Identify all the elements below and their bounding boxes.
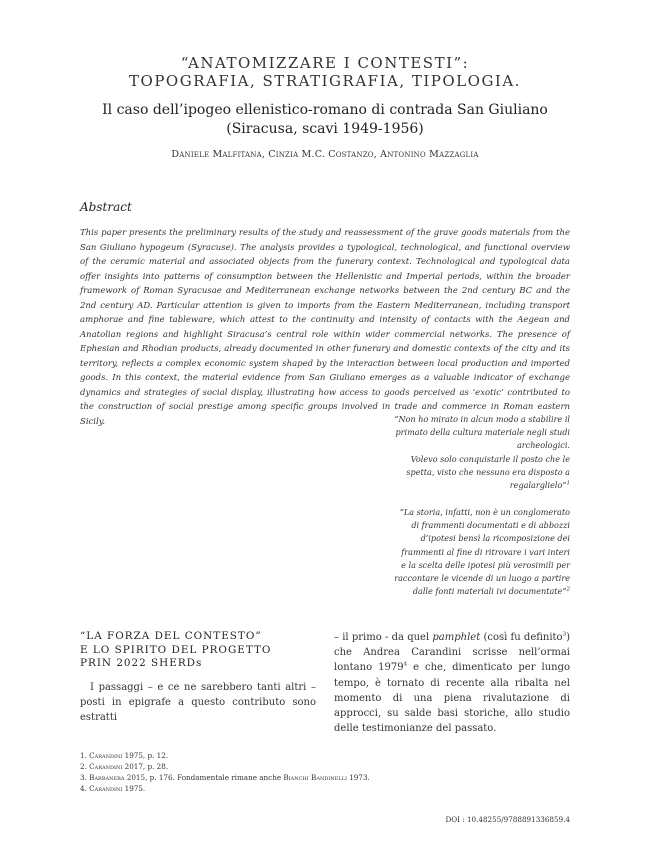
footnote-author: Carandini	[89, 784, 123, 793]
epigraph-line: di frammenti documentati e di abbozzi	[411, 520, 570, 531]
footnote-author: Barbanera	[89, 773, 125, 782]
title-line-2: TOPOGRAFIA, STRATIGRAFIA, TIPOLOGIA.	[129, 72, 521, 90]
footnote-text: 1975, p. 12.	[122, 751, 169, 760]
authors: Daniele Malfitana, Cinzia M.C. Costanzo, Antonino Mazzaglia	[171, 149, 479, 160]
paper-subtitle	[80, 101, 570, 139]
footnote-ref[interactable]: 4	[403, 662, 408, 669]
epigraph-line: raccontare le vicende di un luogo a partire	[394, 573, 570, 584]
epigraph-line: primato della cultura materiale negli studi	[395, 427, 570, 438]
epigraph-line: d’ipotesi bensì la ricomposizione dei	[420, 533, 570, 544]
footnote-number: 2.	[80, 762, 87, 771]
epigraph-line: “Non ho mirato in alcun modo a stabilire il	[394, 414, 570, 424]
epigraph-line: “La storia, infatti, non è un conglomerato	[399, 507, 570, 517]
body-text: e che, dimenticato per lungo tempo, è tornato di recente alla ribalta nel momento di una piena rivalutazione di approcci, su salde basi storiche, allo studio delle testimonianze del passato.	[334, 662, 570, 735]
epigraph-line-text: dalle fonti materiali ivi documentate”	[412, 586, 567, 597]
section-heading	[80, 630, 316, 671]
body-text: – il primo - da quel	[334, 632, 433, 643]
footnote	[80, 772, 570, 783]
doi-label[interactable]: DOI : 10.48255/9788891336859.4	[445, 815, 570, 824]
body-column-left	[80, 630, 316, 725]
footnote-author: Carandini	[89, 751, 123, 760]
footnote	[80, 761, 570, 772]
body-text-italic: pamphlet	[432, 632, 481, 643]
footnote-text: 2015, p. 176. Fondamentale rimane anche	[124, 773, 284, 782]
body-text: ) che Andrea Carandini scrisse nell’ormai lontano 1979	[334, 632, 570, 674]
footnote-ref[interactable]: 1	[566, 480, 570, 487]
footnote-number: 4.	[80, 784, 87, 793]
footnote	[80, 783, 570, 794]
subtitle-line-2: (Siracusa, scavi 1949-1956)	[226, 121, 424, 137]
footnotes	[80, 750, 570, 794]
section-heading-line: “LA FORZA DEL CONTESTO”	[80, 630, 262, 642]
body-text: (così fu definito	[480, 632, 563, 643]
epigraph-line: spetta, visto che nessuno era disposto a	[406, 466, 570, 477]
footnote-ref[interactable]: 2	[566, 586, 570, 593]
footnote-ref[interactable]: 3	[562, 631, 567, 638]
body-paragraph: I passaggi – e ce ne sarebbero tanti altri – posti in epigrafe a questo contributo sono estratti	[80, 681, 316, 723]
abstract-text: This paper presents the preliminary results of the study and reassessment of the grave goods materials from the San Giuliano hypogeum (Syracuse). The analysis provides a typological, technological, and functional overview of the ceramic material and associated objects from the funerary context. Technological and typological data offer insights into patterns of consumption between the Hellenistic and Imperial periods, within the broader framework of Roman Syracusae and Mediterranean exchange networks between the 2nd century BC and the 2nd century AD. Particular attention is given to imports from the Eastern Mediterranean, including transport amphorae and fine tableware, which attest to the continuity and intensity of contacts with the Aegean and Anatolian regions and highlight Siracusa’s central role within wider commercial networks. The presence of Ephesian and Rhodian products, already documented in other funerary and domestic contexts of the city and its territory, reflects a complex economic system shaped by the interaction between local production and imported goods. In this context, the material evidence from San Giuliano emerges as a valuable indicator of exchange dynamics and strategies of social display, illustrating how access to goods perceived as ‘exotic’ contributed to the construction of social prestige among specific groups involved in trade and commerce in Roman eastern Sicily.	[80, 228, 570, 427]
subtitle-line-1: Il caso dell’ipogeo ellenistico-romano di contrada San Giuliano	[102, 102, 548, 118]
footnote-text: 1973.	[346, 773, 370, 782]
epigraph-1	[350, 413, 570, 492]
paper-title	[80, 54, 570, 90]
title-line-1: “ANATOMIZZARE I CONTESTI”:	[180, 54, 470, 72]
footnote-author: Bianchi Bandinelli	[283, 773, 347, 782]
epigraph-line-text: regalarglielo”	[509, 480, 567, 491]
epigraph-line	[350, 585, 570, 598]
footnote-author: Carandini	[89, 762, 123, 771]
section-heading-line: E LO SPIRITO DEL PROGETTO	[80, 643, 272, 656]
epigraph-line: frammenti al fine di ritrovare i vari interi	[401, 546, 570, 557]
section-heading-line: PRIN 2022 SHERDs	[80, 657, 203, 669]
epigraph-line: archeologici.	[516, 440, 570, 451]
epigraph-2	[350, 506, 570, 598]
epigraph-line: Volevo solo conquistarle il posto che le	[410, 453, 570, 464]
footnote-number: 1.	[80, 751, 87, 760]
epigraph-line	[350, 479, 570, 492]
body-paragraph	[334, 630, 570, 736]
abstract-heading: Abstract	[80, 200, 132, 214]
footnote-number: 3.	[80, 773, 87, 782]
footnote-text: 1975.	[122, 784, 146, 793]
epigraph-line: e la scelta delle ipotesi più verosimili per	[401, 559, 570, 570]
footnote	[80, 750, 570, 761]
body-column-right	[334, 630, 570, 736]
footnote-text: 2017, p. 28.	[122, 762, 169, 771]
